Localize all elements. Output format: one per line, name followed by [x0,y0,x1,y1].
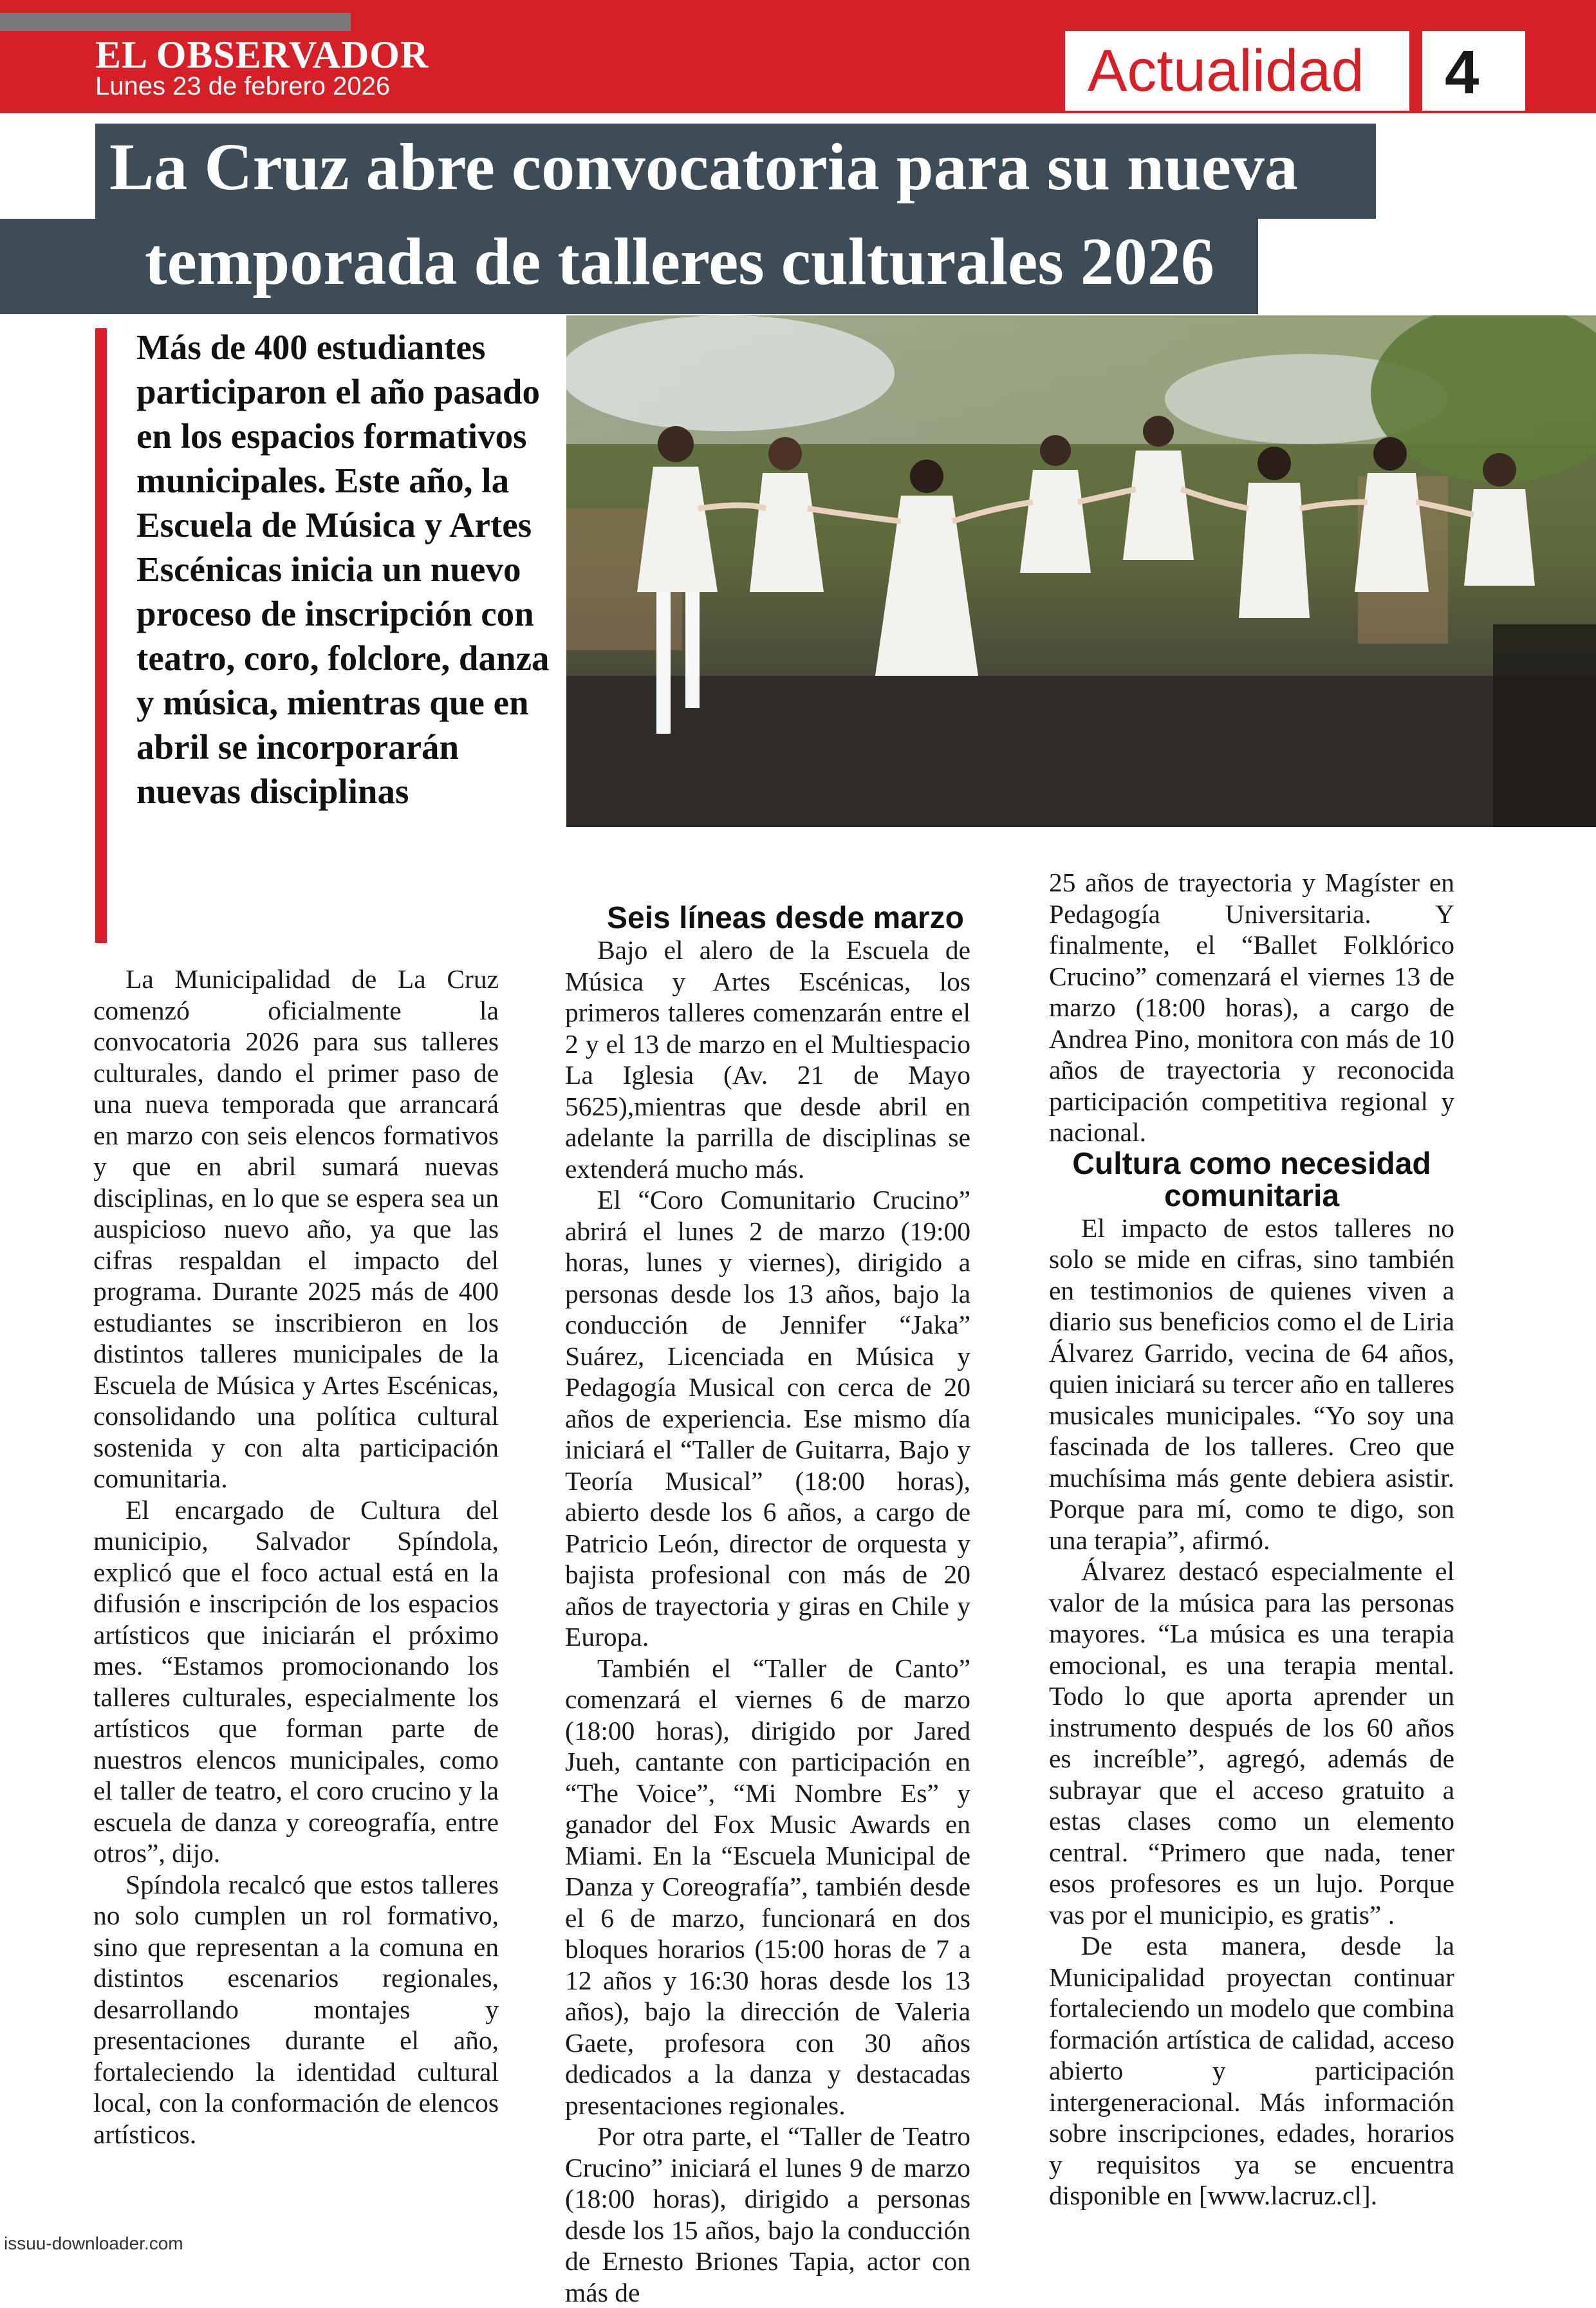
paragraph: Spíndola recalcó que estos talleres no solo cumplen un rol formativo, sino que representan a la comuna en distintos escenarios regionales, desarrollando montajes y presentaciones durante el año, fortaleciendo la identidad cultural local, con la conformación de elencos artísticos. [93,1869,499,2149]
paragraph: El impacto de estos talleres no solo se mide en cifras, sino también en testimonios de quienes viven a diario sus beneficios como el de Liria Álvarez Garrido, vecina de 64 años, quien iniciará su tercer año en talleres musicales municipales. “Yo soy una fascinada de los talleres. Creo que muchísima más gente debiera asistir. Porque para mí, como te digo, son una terapia”, afirmó. [1049,1213,1454,1555]
section-name: Actualidad [1088,38,1364,104]
paragraph: 25 años de trayectoria y Magíster en Pedagogía Universitaria. Y finalmente, el “Ballet Folklórico Crucino” comenzará el viernes 13 de marzo (18:00 horas), a cargo de Andrea Pino, monitora con más de 10 años de trayectoria y reconocida participación competitiva regional y nacional. [1049,868,1454,1147]
paragraph: La Municipalidad de La Cruz comenzó oficialmente la convocatoria 2026 para sus talleres culturales, dando el primer paso de una nueva temporada que arrancará en marzo con seis elencos formativos y que en abril sumará nuevas disciplinas, en lo que se espera sea un auspicioso nuevo año, ya que las cifras respaldan el impacto del programa. Durante 2025 más de 400 estudiantes se inscribieron en los distintos talleres municipales de la Escuela de Música y Artes Escénicas, consolidando una política cultural sostenida y con alta participación comunitaria. [93,964,499,1493]
paragraph: El “Coro Comunitario Crucino” abrirá el lunes 2 de marzo (19:00 horas, lunes y viernes), dirigido a personas desde los 13 años, bajo la conducción de Jennifer “Jaka” Suárez, Licenciada en Música y Pedagogía Musical con cerca de 20 años de experiencia. Ese mismo día iniciará el “Taller de Guitarra, Bajo y Teoría Musical” (18:00 horas), abierto desde los 6 años, a cargo de Patricio León, director de orquesta y bajista profesional con más de 20 años de trayectoria y giras en Chile y Europa. [565,1185,970,1652]
paragraph: Bajo el alero de la Escuela de Música y Artes Escénicas, los primeros talleres comenzarán entre el 2 y el 13 de marzo en el Multiespacio La Iglesia (Av. 21 de Mayo 5625),mientras que desde abril en adelante la parrilla de disciplinas se extenderá mucho más. [565,935,970,1184]
headline-line-1: La Cruz abre convocatoria para su nueva [109,130,1298,204]
issue-date: Lunes 23 de febrero 2026 [95,72,391,100]
page-number: 4 [1445,38,1480,107]
subheading: Cultura como necesidad comunitaria [1072,1146,1431,1213]
header-accent-strip [0,13,351,31]
article-column-3 [1049,867,1454,2211]
paragraph: Por otra parte, el “Taller de Teatro Crucino” iniciará el lunes 9 de marzo (18:00 horas), dirigido a personas desde los 15 años, bajo la conducción de Ernesto Briones Tapia, actor con más de [565,2121,970,2307]
paragraph: También el “Taller de Canto” comenzará el viernes 6 de marzo (18:00 horas), dirigido por Jared Jueh, cantante con participación en “The Voice”, “Mi Nombre Es” y ganador del Fox Music Awards en Miami. En la “Escuela Municipal de Danza y Coreografía”, también desde el 6 de marzo, funcionará en dos bloques horarios (15:00 horas de 7 a 12 años y 16:30 horas desde los 13 años), bajo la dirección de Valeria Gaete, profesora con 30 años dedicados a la danza y destacadas presentaciones regionales. [565,1653,970,2120]
lead-accent-bar [95,328,107,943]
dance-photo-icon [566,315,1596,827]
article-column-1 [93,963,499,2150]
dance-photo [566,315,1596,827]
headline-line-2: temporada de talleres culturales 2026 [145,225,1214,299]
paragraph: De esta manera, desde la Municipalidad proyectan continuar fortaleciendo un modelo que combina formación artística de calidad, acceso abierto y participación intergeneracional. Más información sobre inscripciones, edades, horarios y requisitos ya se encuentra disponible en [www.lacruz.cl]. [1049,1931,1454,2210]
newspaper-name: EL OBSERVADOR [95,33,429,76]
lead-paragraph: Más de 400 estudiantes participaron el año pasado en los espacios formativos municipales. Este año, la Escuela de Música y Artes Escénicas inicia un nuevo proceso de inscripción con teatro, coro, folclore, danza y música, mientras que en abril se incorporarán nuevas disciplinas [136,328,550,811]
footer-watermark: issuu-downloader.com [4,2233,183,2253]
paragraph: Álvarez destacó especialmente el valor de la música para las personas mayores. “La música es una terapia emocional, es una terapia mental. Todo lo que aporta aprender un instrumento después de los 60 años es increíble”, agregó, además de subrayar que el acceso gratuito a estas clases como un elemento central. “Primero que nada, tener esos profesores es un lujo. Porque vas por el municipio, es gratis” . [1049,1556,1454,1930]
paragraph: El encargado de Cultura del municipio, Salvador Spíndola, explicó que el foco actual está en la difusión e inscripción de los espacios artísticos que iniciarán el próximo mes. “Estamos promocionando los talleres culturales, especialmente los artísticos que forman parte de nuestros elencos municipales, como el taller de teatro, el coro crucino y la escuela de danza y coreografía, entre otros”, dijo. [93,1494,499,1868]
article-column-2 [565,902,970,2308]
subheading: Seis líneas desde marzo [607,901,964,935]
